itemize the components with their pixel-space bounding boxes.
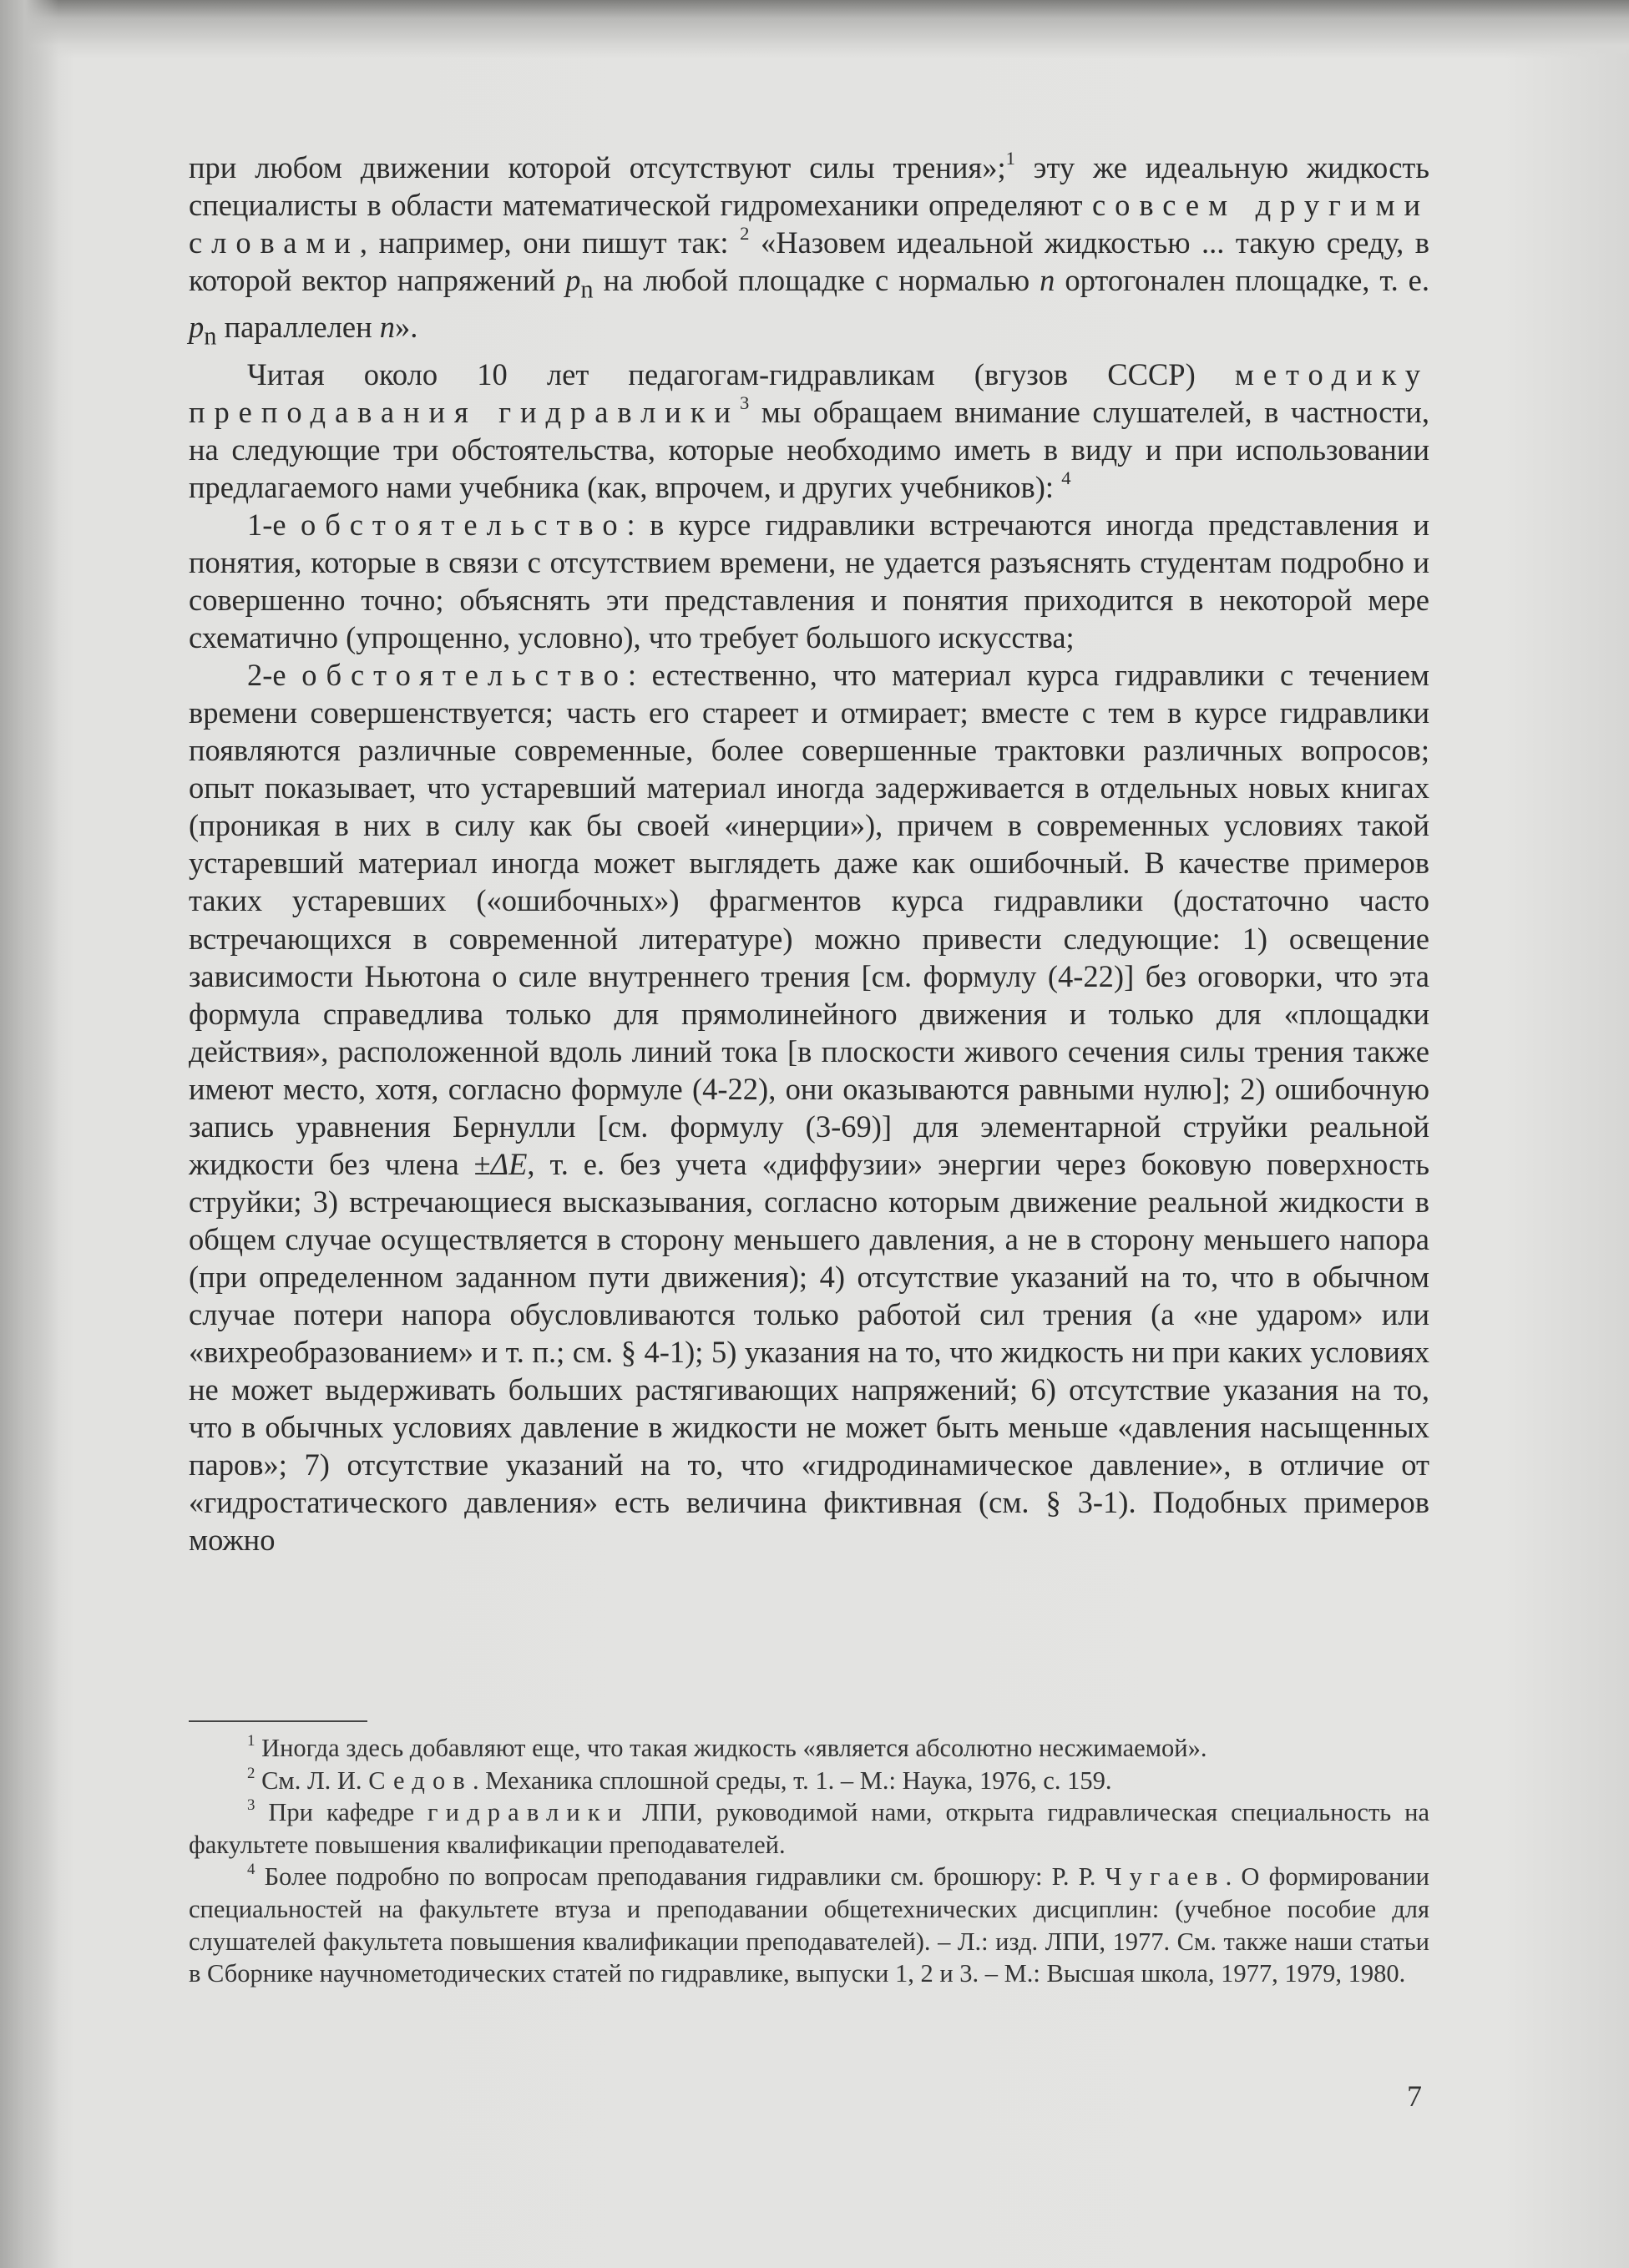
text-run: : естественно, что материал курса гидравлики с течением времени совершенствуется; часть его стареет и отмирает; вместе с тем в курсе гидравлики появляются различные современные, более совершенные трактовки различных вопросов; опыт показывает, что устаревший материал иногда задерживается в отдельных новых книгах (проникая в них в силу как бы своей «инерции»), причем в современных условиях такой устаревший материал иногда может выглядеть даже как ошибочный. В качестве примеров таких устаревших («ошибочных») фрагментов курса гидравлики (достаточно часто встречающихся в современной литературе) можно привести следующие: 1) освещение зависимости Ньютона о силе внутреннего трения [см. формулу (4-22)] без оговорки, что эта формула справедлива только для прямолинейного движения и только для «площадки действия», расположенной вдоль линий тока [в плоскости живого сечения силы трения также имеют место, хотя, согласно формуле (4-22), они оказываются равными нулю]; 2) ошибочную запись уравнения Бернулли [см. формулу (3-69)] для элементарной струйки реальной жидкости без члена [189,658,1429,1181]
math-symbol: ± [473,1146,491,1181]
text-run: при любом движении которой отсутствуют силы трения»; [189,150,1006,184]
emphasis-spaced: гидравлики [427,1798,630,1827]
footnote-text: ЛПИ, руководимой нами, открыта гидравлическая специальность на факультете повышения квалификации преподавателей. [189,1798,1429,1859]
text-run: , т. е. без учета «диффузии» энергии через боковую поверхность струйки; 3) встречающиеся высказывания, согласно которым движение реальной жидкости в общем случае осуществляется в сторону меньшего давления, а не в сторону меньшего напора (при определенном заданном пути движения); 4) отсутствие указаний на то, что в обычном случае потери напора обусловливаются только работой сил трения (а «не ударом» или «вихреобразованием» и т. п.; см. § 4-1); 5) указания на то, что жидкость ни при каких условиях не может выдерживать больших растягивающих напряжений; 6) отсутствие указания на то, что в обычных условиях давление в жидкости не может быть меньше «давления насыщенных паров»; 7) отсутствие указаний на то, что «гидродинамическое давление», в отличие от «гидростатического давления» есть величина фиктивная (см. § 3-1). Подобных примеров можно [189,1146,1429,1558]
main-text [189,149,1429,1558]
paragraph-1 [189,149,1429,356]
math-var: n [379,310,396,345]
text-run: 2-е [247,658,302,693]
footnote-ref-2: 2 [740,223,750,245]
paragraph-2 [189,356,1429,506]
footnote-ref-3: 3 [739,392,750,414]
footnote-text: См. Л. И. [255,1765,369,1795]
text-run: ортогонален площадке, т. е. [1055,263,1429,298]
footnote-text: . О формировании специальностей на факультете втуза и преподавании общетехнических дисциплин: (учебное пособие для слушателей факультета повышения квалификации преподавателей). – Л.: изд. ЛПИ, 1977. См. также наши статьи в Сборнике научнометодических статей по гидравлике, выпуски 1, 2 и 3. – М.: Высшая школа, 1977, 1979, 1980. [189,1862,1429,1988]
paragraph-3 [189,506,1429,656]
footnote-ref-4: 4 [1061,467,1071,489]
page-number: 7 [1407,2079,1422,2113]
text-run: 1-е [247,508,301,543]
scan-top-shadow [0,0,1629,58]
emphasis-spaced: методику преподавания гидравлики [189,356,1429,429]
text-run: мы обращаем внимание слушателей, в частности, на следующие три обстоятельства, которые необходимо иметь в виду и при использовании предлагаемого нами учебника (как, впрочем, и других учебников): [189,394,1430,504]
math-var: p [189,310,205,345]
footnote-number: 4 [247,1861,255,1879]
text-run: , например, они пишут так: [359,225,741,260]
footnote-divider [189,1720,367,1722]
math-var: p [565,263,581,298]
footnote-number: 1 [247,1731,255,1750]
text-run: «Назовем идеальной жидкостью ... такую среду, в которой вектор напряжений [189,225,1430,298]
math-var: ΔE [490,1146,528,1181]
footnote-text: Более подробно по вопросам преподавания гидравлики см. брошюру: Р. Р. [255,1862,1105,1892]
footnote-text: При кафедре [255,1798,427,1827]
text-run: Читая около 10 лет педагогам-гидравликам (вгузов СССР) [247,356,1235,391]
text-run: параллелен [216,310,380,345]
footnote-number: 2 [247,1764,255,1782]
footnote-3 [189,1796,1429,1861]
footnote-1 [189,1732,1429,1765]
author-name-spaced: Седов [368,1765,473,1795]
math-subscript: n [204,321,217,351]
math-var: n [1040,263,1055,298]
footnote-text: . Механика сплошной среды, т. 1. – М.: Наука, 1976, с. 159. [472,1765,1112,1795]
scan-binding-shadow [0,0,58,2268]
emphasis-spaced: обстоятельство [301,508,627,543]
footnote-text: Иногда здесь добавляют еще, что такая жидкость «является абсолютно несжимаемой». [255,1734,1207,1762]
footnote-2 [189,1765,1429,1797]
footnotes [189,1732,1429,1990]
text-run: эту же идеальную жидкость специалисты в области математической гидромеханики определяют [189,150,1429,223]
emphasis-spaced: обстоятельство [301,658,628,693]
footnote-ref-1: 1 [1005,148,1015,169]
text-run: ». [395,310,418,345]
footnote-4 [189,1861,1429,1989]
emphasis-spaced: совсем другими словами [189,188,1429,260]
author-name-spaced: Чугаев [1105,1862,1226,1892]
text-run: : в курсе гидравлики встречаются иногда представления и понятия, которые в связи с отсутствием времени, не удается разъяснять студентам подробно и совершенно точно; объяснять эти представления и понятия приходится в некоторой мере схематично (упрощенно, условно), что требует большого искусства; [189,508,1429,655]
paragraph-4 [189,656,1429,1558]
text-run: на любой площадке с нормалью [593,263,1040,298]
math-subscript: n [580,275,594,304]
footnote-number: 3 [247,1796,255,1814]
